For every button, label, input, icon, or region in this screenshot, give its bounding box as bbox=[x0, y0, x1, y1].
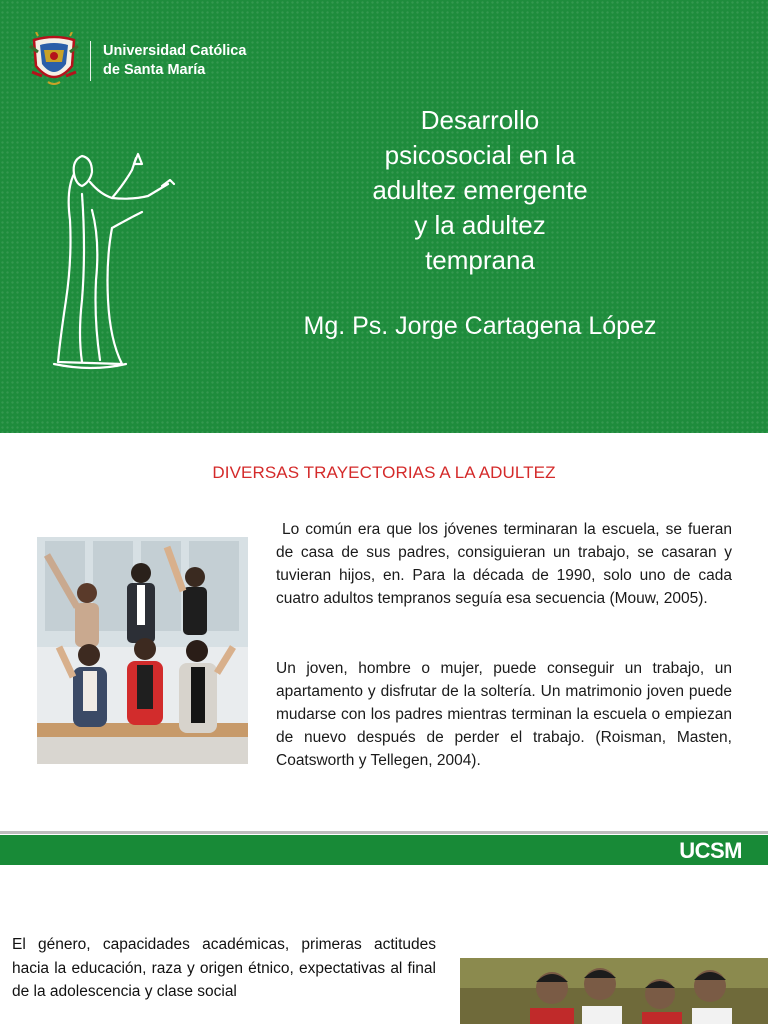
logo-divider bbox=[90, 41, 91, 81]
university-logo bbox=[28, 32, 246, 90]
slide-title-line: psicosocial en la bbox=[384, 140, 576, 170]
slide-heading: DIVERSAS TRAYECTORIAS A LA ADULTEZ bbox=[212, 463, 556, 482]
university-name-line1: Universidad Católica bbox=[103, 43, 247, 59]
ucsm-brand: UCSM bbox=[679, 838, 742, 863]
footer-band bbox=[0, 835, 768, 865]
young-men-photo-image bbox=[460, 958, 768, 1024]
factors-paragraph: El género, capacidades académicas, primeras actitudes hacia la educación, raza y origen étnico, expectativas al final de la adolescencia y clase social bbox=[12, 936, 436, 1000]
title-slide bbox=[0, 0, 768, 433]
university-name-line2: de Santa María bbox=[103, 62, 206, 78]
slide-title-line: Desarrollo bbox=[420, 105, 540, 135]
virgin-statue-icon bbox=[52, 150, 177, 375]
trajectories-slide bbox=[0, 433, 768, 865]
slide-title-line: adultez emergente bbox=[372, 175, 588, 205]
slide-title bbox=[340, 103, 620, 278]
factors-slide bbox=[0, 865, 768, 1024]
slide-title-line: temprana bbox=[425, 245, 535, 275]
footer-divider bbox=[0, 831, 768, 834]
paragraph-traditional-sequence: Lo común era que los jóvenes terminaran la escuela, se fueran de casa de sus padres, consiguieran un trabajo, se casaran y tuvieran hijos, en. Para la década de 1990, solo uno de cada cuatro adultos tempranos seguía esa secuencia (Mouw, 2005). bbox=[276, 521, 732, 607]
university-crest-icon bbox=[28, 32, 80, 90]
university-name bbox=[103, 42, 246, 80]
slide-title-line: y la adultez bbox=[414, 210, 546, 240]
group-photo-image bbox=[37, 537, 248, 764]
author-name: Mg. Ps. Jorge Cartagena López bbox=[303, 312, 657, 340]
paragraph-new-paths: Un joven, hombre o mujer, puede conseguir un trabajo, un apartamento y disfrutar de la soltería. Un matrimonio joven puede mudarse con los padres mientras terminan la escuela o empiezan de nuevo después de perder el trabajo. (Roisman, Masten, Coatsworth y Tellegen, 2004). bbox=[276, 660, 732, 769]
